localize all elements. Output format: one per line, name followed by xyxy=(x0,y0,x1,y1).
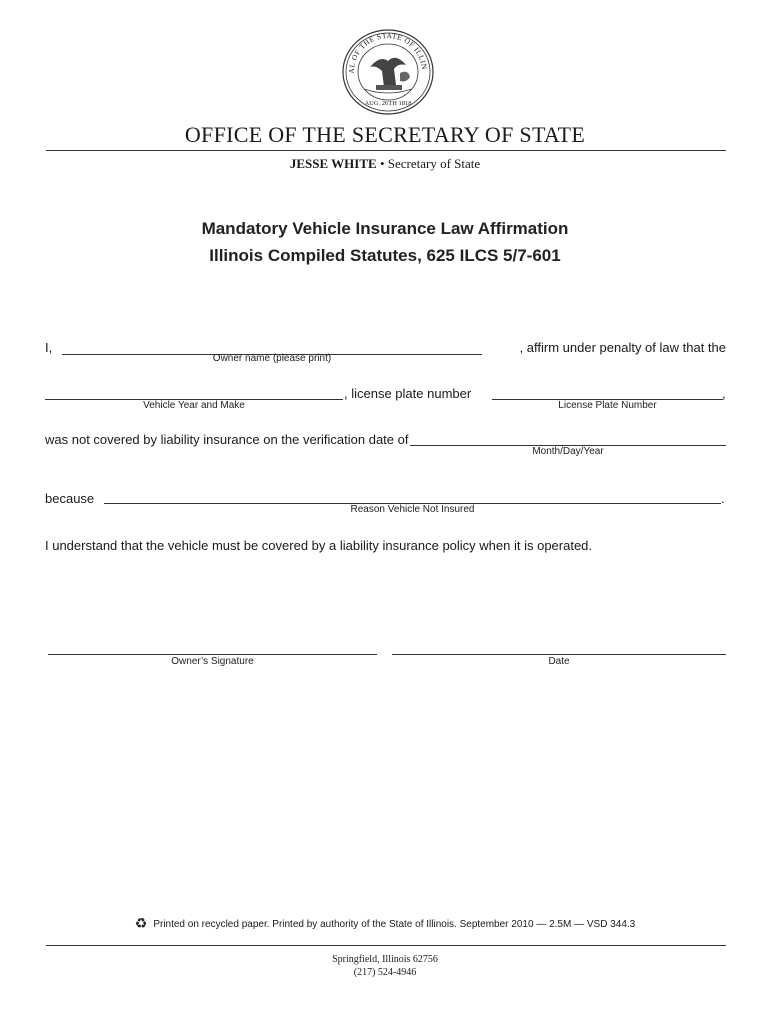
footer-phone: (217) 524-4946 xyxy=(353,967,417,978)
footer-divider xyxy=(46,945,726,946)
form-statute: Illinois Compiled Statutes, 625 ILCS 5/7-601 xyxy=(209,246,561,265)
because-text: because xyxy=(45,491,95,506)
header-divider xyxy=(46,150,726,151)
seal-outer-text: AL OF THE STATE OF ILLIN xyxy=(346,30,429,74)
official-title: Secretary of State xyxy=(387,156,481,171)
seal-date-text: AUG. 26TH 1818 xyxy=(364,100,412,107)
sign-date-caption: Date xyxy=(548,656,570,667)
official-name: JESSE WHITE xyxy=(289,156,377,171)
line1-prefix: I, xyxy=(45,340,53,355)
recycled-note xyxy=(0,915,770,932)
owner-name-caption: Owner name (please print) xyxy=(212,353,332,364)
office-title: OFFICE OF THE SECRETARY OF STATE xyxy=(184,122,586,147)
understanding-statement: I understand that the vehicle must be covered by a liability insurance policy when it is operated. xyxy=(45,538,593,553)
footer-address: Springfield, Illinois 62756 xyxy=(332,954,438,965)
signature-line xyxy=(48,654,377,655)
line2-end: , xyxy=(722,386,726,401)
state-seal xyxy=(340,27,436,117)
license-plate-text: , license plate number xyxy=(344,386,472,401)
recycle-icon: ♻ xyxy=(134,915,148,931)
verification-text: was not covered by liability insurance on the verification date of xyxy=(45,432,409,447)
reason-caption: Reason Vehicle Not Insured xyxy=(350,504,475,515)
form-title: Mandatory Vehicle Insurance Law Affirmation xyxy=(201,219,569,238)
bullet-separator: • xyxy=(379,156,385,171)
date-caption: Month/Day/Year xyxy=(532,446,604,457)
vehicle-caption: Vehicle Year and Make xyxy=(143,400,245,411)
signature-caption: Owner’s Signature xyxy=(171,656,254,667)
recycled-text: Printed on recycled paper. Printed by authority of the State of Illinois. September 2010 — 2.5M — VSD 344.3 xyxy=(153,919,636,930)
line1-suffix: , affirm under penalty of law that the xyxy=(519,340,726,355)
sign-date-line xyxy=(392,654,726,655)
line4-end: . xyxy=(721,491,725,506)
plate-caption: License Plate Number xyxy=(558,400,657,411)
official-line xyxy=(0,156,770,172)
